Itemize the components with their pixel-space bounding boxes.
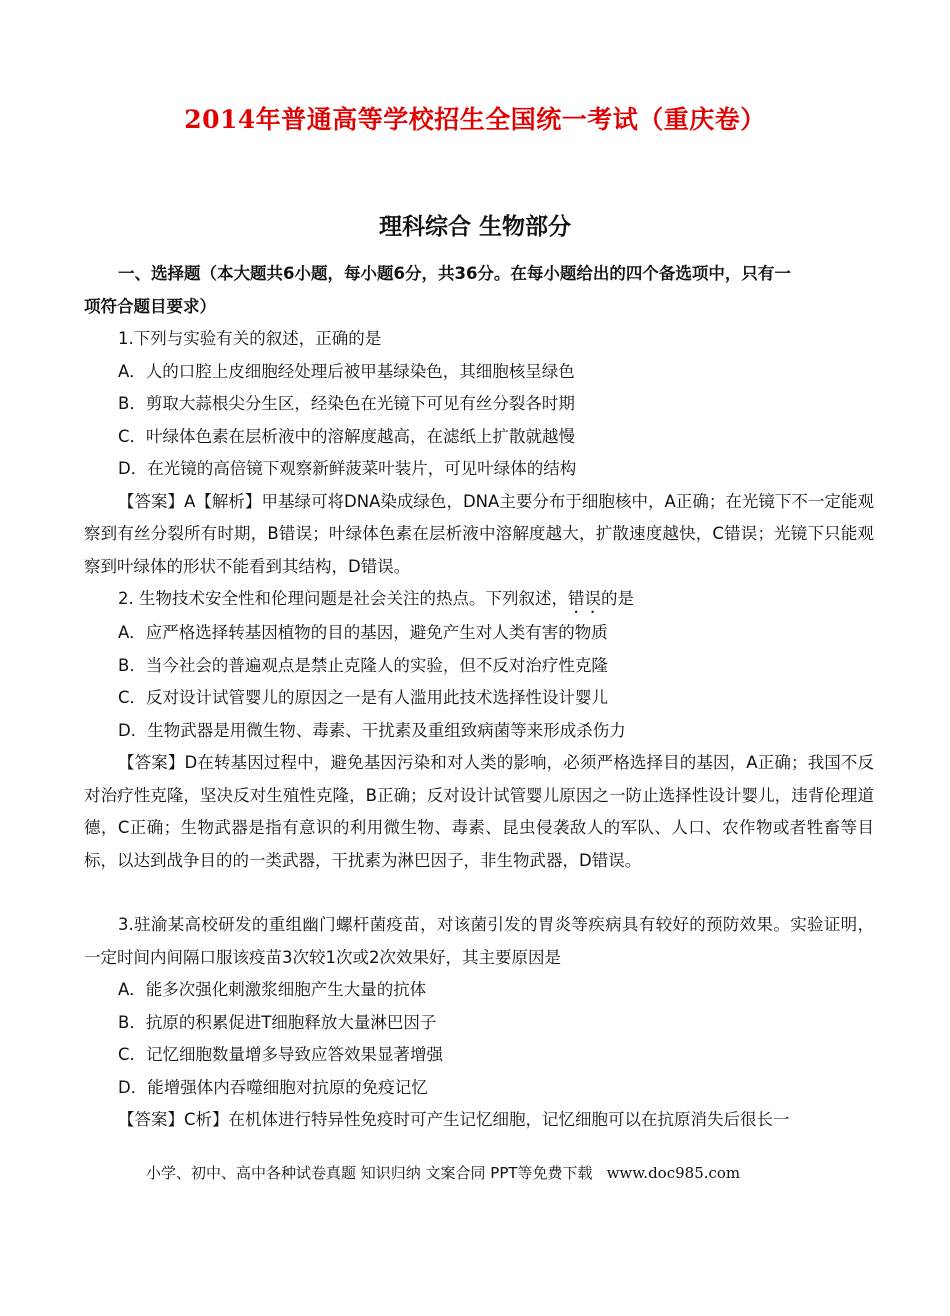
section-heading: 一、选择题（本大题共6小题，每小题6分，共36分。在每小题给出的四个备选项中，只有一: [118, 264, 791, 283]
question-3-option-c: C．记忆细胞数量增多导致应答效果显著增强: [118, 1045, 444, 1064]
question-2-option-c: C．反对设计试管婴儿的原因之一是有人滥用此技术选择性设计婴儿: [118, 688, 609, 707]
question-2-answer: 【答案】D在转基因过程中，避免基因污染和对人类的影响，必须严格选择目的基因，A正确；我国不反对治疗性克隆，坚决反对生殖性克隆，B正确；反对设计试管婴儿原因之一防止选择性设计婴儿，违背伦理道德，C正确；生物武器是指有意识的利用微生物、毒素、昆虫侵袭敌人的军队、人口、农作物或者牲畜等目标，以达到战争目的的一类武器，干扰素为淋巴因子，非生物武器，D错误。: [84, 753, 874, 870]
question-3-option-b: B．抗原的积累促进T细胞释放大量淋巴因子: [118, 1012, 437, 1032]
question-1-option-a: A．人的口腔上皮细胞经处理后被甲基绿染色，其细胞核呈绿色: [118, 361, 575, 381]
section-heading-continued: 项符合题目要求）: [84, 296, 216, 316]
question-2-stem-suffix: 的是: [601, 589, 634, 608]
question-2-option-d: D．生物武器是用微生物、毒素、干扰素及重组致病菌等来形成杀伤力: [118, 720, 626, 740]
blank-line: [84, 877, 874, 909]
question-2-stem-emphasis: 错误: [568, 589, 601, 608]
footer-text: 小学、初中、高中各种试卷真题 知识归纳 文案合同 PPT等免费下载: [146, 1164, 593, 1182]
question-2-option-b: B．当今社会的普遍观点是禁止克隆人的实验，但不反对治疗性克隆: [118, 655, 608, 675]
question-3-option-d: D．能增强体内吞噬细胞对抗原的免疫记忆: [118, 1077, 428, 1097]
question-3-answer: 【答案】C析】在机体进行特异性免疫时可产生记忆细胞，记忆细胞可以在抗原消失后很长一: [118, 1110, 790, 1129]
question-2-stem-prefix: 2. 生物技术安全性和伦理问题是社会关注的热点。下列叙述，: [118, 589, 568, 608]
question-1-answer: 【答案】A【解析】甲基绿可将DNA染成绿色，DNA主要分布于细胞核中，A正确；在光镜下不一定能观察到有丝分裂所有时期，B错误；叶绿体色素在层析液中溶解度越大，扩散速度越快，C错误；光镜下只能观察到叶绿体的形状不能看到其结构，D错误。: [84, 491, 874, 576]
question-2-stem: [84, 583, 874, 617]
exam-title: 2014年普通高等学校招生全国统一考试（重庆卷）: [184, 105, 766, 134]
question-1-option-d: D．在光镜的高倍镜下观察新鲜菠菜叶装片，可见叶绿体的结构: [118, 459, 577, 478]
question-3-stem: 3.驻渝某高校研发的重组幽门螺杆菌疫苗，对该菌引发的胃炎等疾病具有较好的预防效果。实验证明，一定时间内间隔口服该疫苗3次较1次或2次效果好，其主要原因是: [84, 915, 874, 967]
document-body: [84, 258, 874, 1137]
question-1-stem: 1.下列与实验有关的叙述，正确的是: [118, 329, 382, 348]
question-1-option-b: B．剪取大蒜根尖分生区，经染色在光镜下可见有丝分裂各时期: [118, 394, 575, 413]
footer-url[interactable]: www.doc985.com: [606, 1164, 741, 1182]
exam-subtitle: 理科综合 生物部分: [378, 214, 571, 240]
page-footer: [146, 1162, 740, 1183]
question-3-option-a: A．能多次强化刺激浆细胞产生大量的抗体: [118, 980, 427, 999]
question-2-option-a: A．应严格选择转基因植物的目的基因，避免产生对人类有害的物质: [118, 623, 608, 642]
question-1-option-c: C．叶绿体色素在层析液中的溶解度越高，在滤纸上扩散就越慢: [118, 426, 576, 446]
